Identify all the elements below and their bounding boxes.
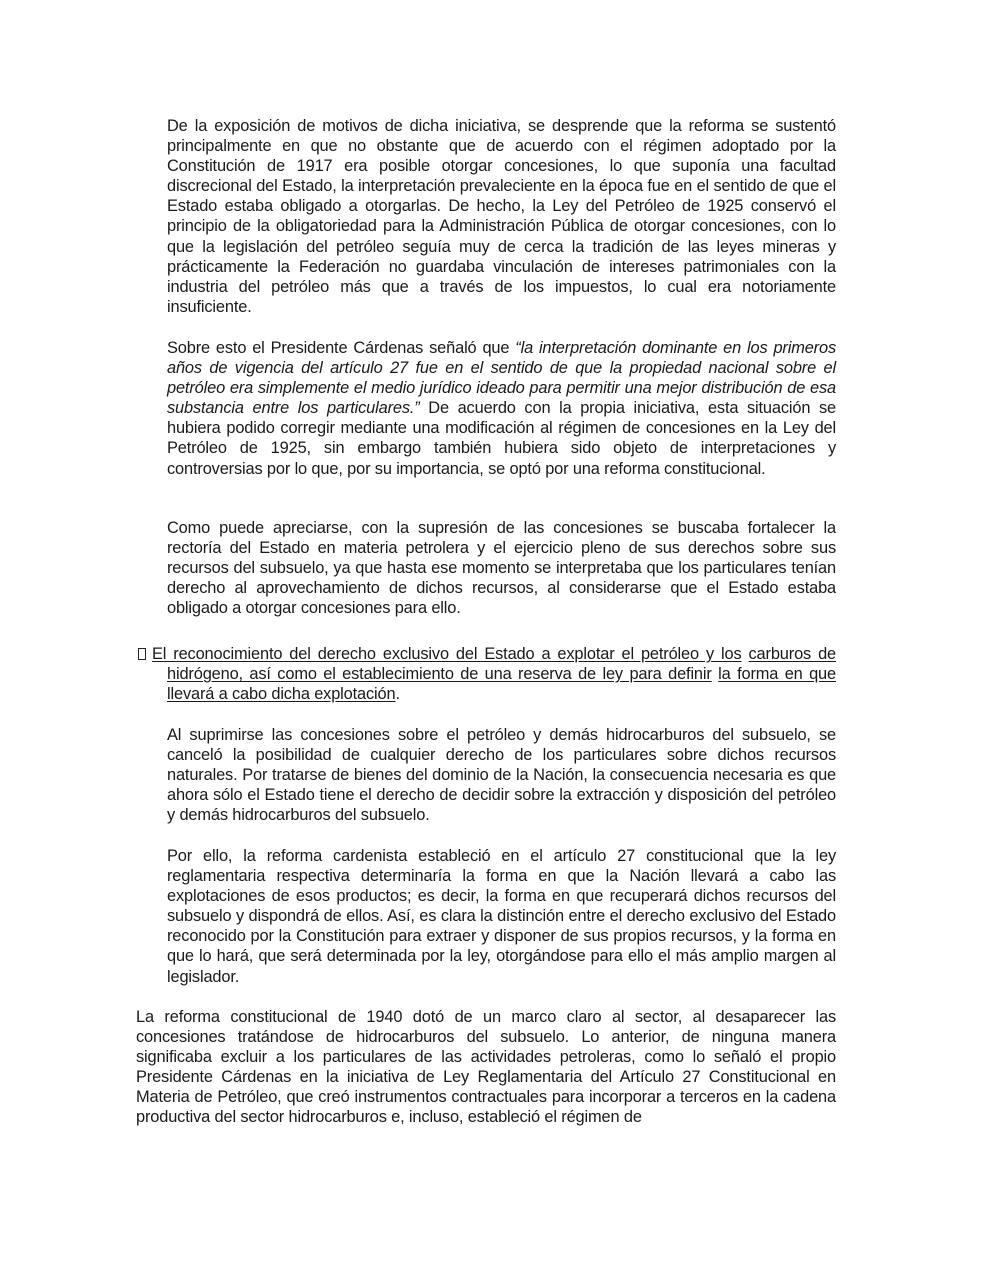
paragraph-suprimirse-concesiones: Al suprimirse las concesiones sobre el petróleo y demás hidrocarburos del subsuelo, se canceló la posibilidad de cualquier derecho de los particulares sobre dichos recursos naturales. Por tratarse de bienes del dominio de la Nación, la consecuencia necesaria es que ahora sólo el Estado tiene el derecho de decidir sobre la extracción y disposición del petróleo y demás hidrocarburos del subsuelo. xyxy=(167,726,836,825)
bullet-item xyxy=(136,644,836,704)
bullet-text xyxy=(152,644,837,704)
paragraph-supresion-concesiones: Como puede apreciarse, con la supresión de las concesiones se buscaba fortalecer la rectoría del Estado en materia petrolera y el ejercicio pleno de sus derechos sobre sus recursos del subsuelo, ya que hasta ese momento se interpretaba que los particulares tenían derecho al aprovechamiento de dichos recursos, al considerarse que el Estado estaba obligado a otorgar concesiones para ello. xyxy=(167,519,836,618)
paragraph-reforma-cardenista: Por ello, la reforma cardenista estableció en el artículo 27 constitucional que la ley reglamentaria respectiva determinaría la forma en que la Nación llevará a cabo las explotaciones de esos productos; es decir, la forma en que recuperará dichos recursos del subsuelo y dispondrá de ellos. Así, es clara la distinción entre el derecho exclusivo del Estado reconocido por la Constitución para extraer y disponer de sus propios recursos, y la forma en que lo hará, que será determinada por la ley, otorgándose para ello el más amplio margen al legislador. xyxy=(167,847,836,986)
paragraph-exposicion-motivos: De la exposición de motivos de dicha iniciativa, se desprende que la reforma se sustentó principalmente en que no obstante que de acuerdo con el régimen adoptado por la Constitución de 1917 era posible otorgar concesiones, lo que suponía una facultad discrecional del Estado, la interpretación prevaleciente en la época fue en el sentido de que el Estado estaba obligado a otorgarlas. De hecho, la Ley del Petróleo de 1925 conservó el principio de la obligatoriedad para la Administración Pública de otorgar concesiones, con lo que la legislación del petróleo seguía muy de cerca la tradición de las leyes mineras y prácticamente la Federación no guardaba vinculación de intereses patrimoniales con la industria del petróleo más que a través de los impuestos, lo cual era notoriamente insuficiente. xyxy=(167,117,836,316)
paragraph-reforma-1940: La reforma constitucional de 1940 dotó de un marco claro al sector, al desaparecer las concesiones tratándose de hidrocarburos del subsuelo. Lo anterior, de ninguna manera significaba excluir a los particulares de las actividades petroleras, como lo señaló el propio Presidente Cárdenas en la iniciativa de Ley Reglamentaria del Artículo 27 Constitucional en Materia de Petróleo, que creó instrumentos contractuales para incorporar a terceros en la cadena productiva del sector hidrocarburos e, incluso, estableció el régimen de xyxy=(136,1008,836,1127)
bullet-segment: El reconocimiento del derecho exclusivo del Estado a explotar el petróleo y los xyxy=(152,645,742,663)
bullet-segment: la forma en que llevará a cabo dicha explotación xyxy=(167,665,836,704)
bullet-segment: carburos de hidrógeno, así como el establecimiento de una reserva de ley para definir xyxy=(167,645,837,684)
bullet-period: . xyxy=(395,685,400,704)
paragraph-rest: De acuerdo con la propia iniciativa, esta situación se hubiera podido corregir mediante una modificación al régimen de concesiones en la Ley del Petróleo de 1925, sin embargo también hubiera sido objeto de interpretaciones y controversias por lo que, por su importancia, se optó por una reforma constitucional. xyxy=(167,399,837,478)
missing-glyph-box-icon xyxy=(138,648,146,660)
paragraph-lead: Sobre esto el Presidente Cárdenas señaló que xyxy=(167,339,516,357)
paragraph-cardenas-quote xyxy=(167,338,836,479)
cardenas-quote: “la interpretación dominante en los primeros años de vigencia del artículo 27 fue en el sentido de que la propiedad nacional sobre el petróleo era simplemente el medio jurídico ideado para permitir una mejor distribución de esa substancia entre los particulares.” xyxy=(167,339,836,418)
